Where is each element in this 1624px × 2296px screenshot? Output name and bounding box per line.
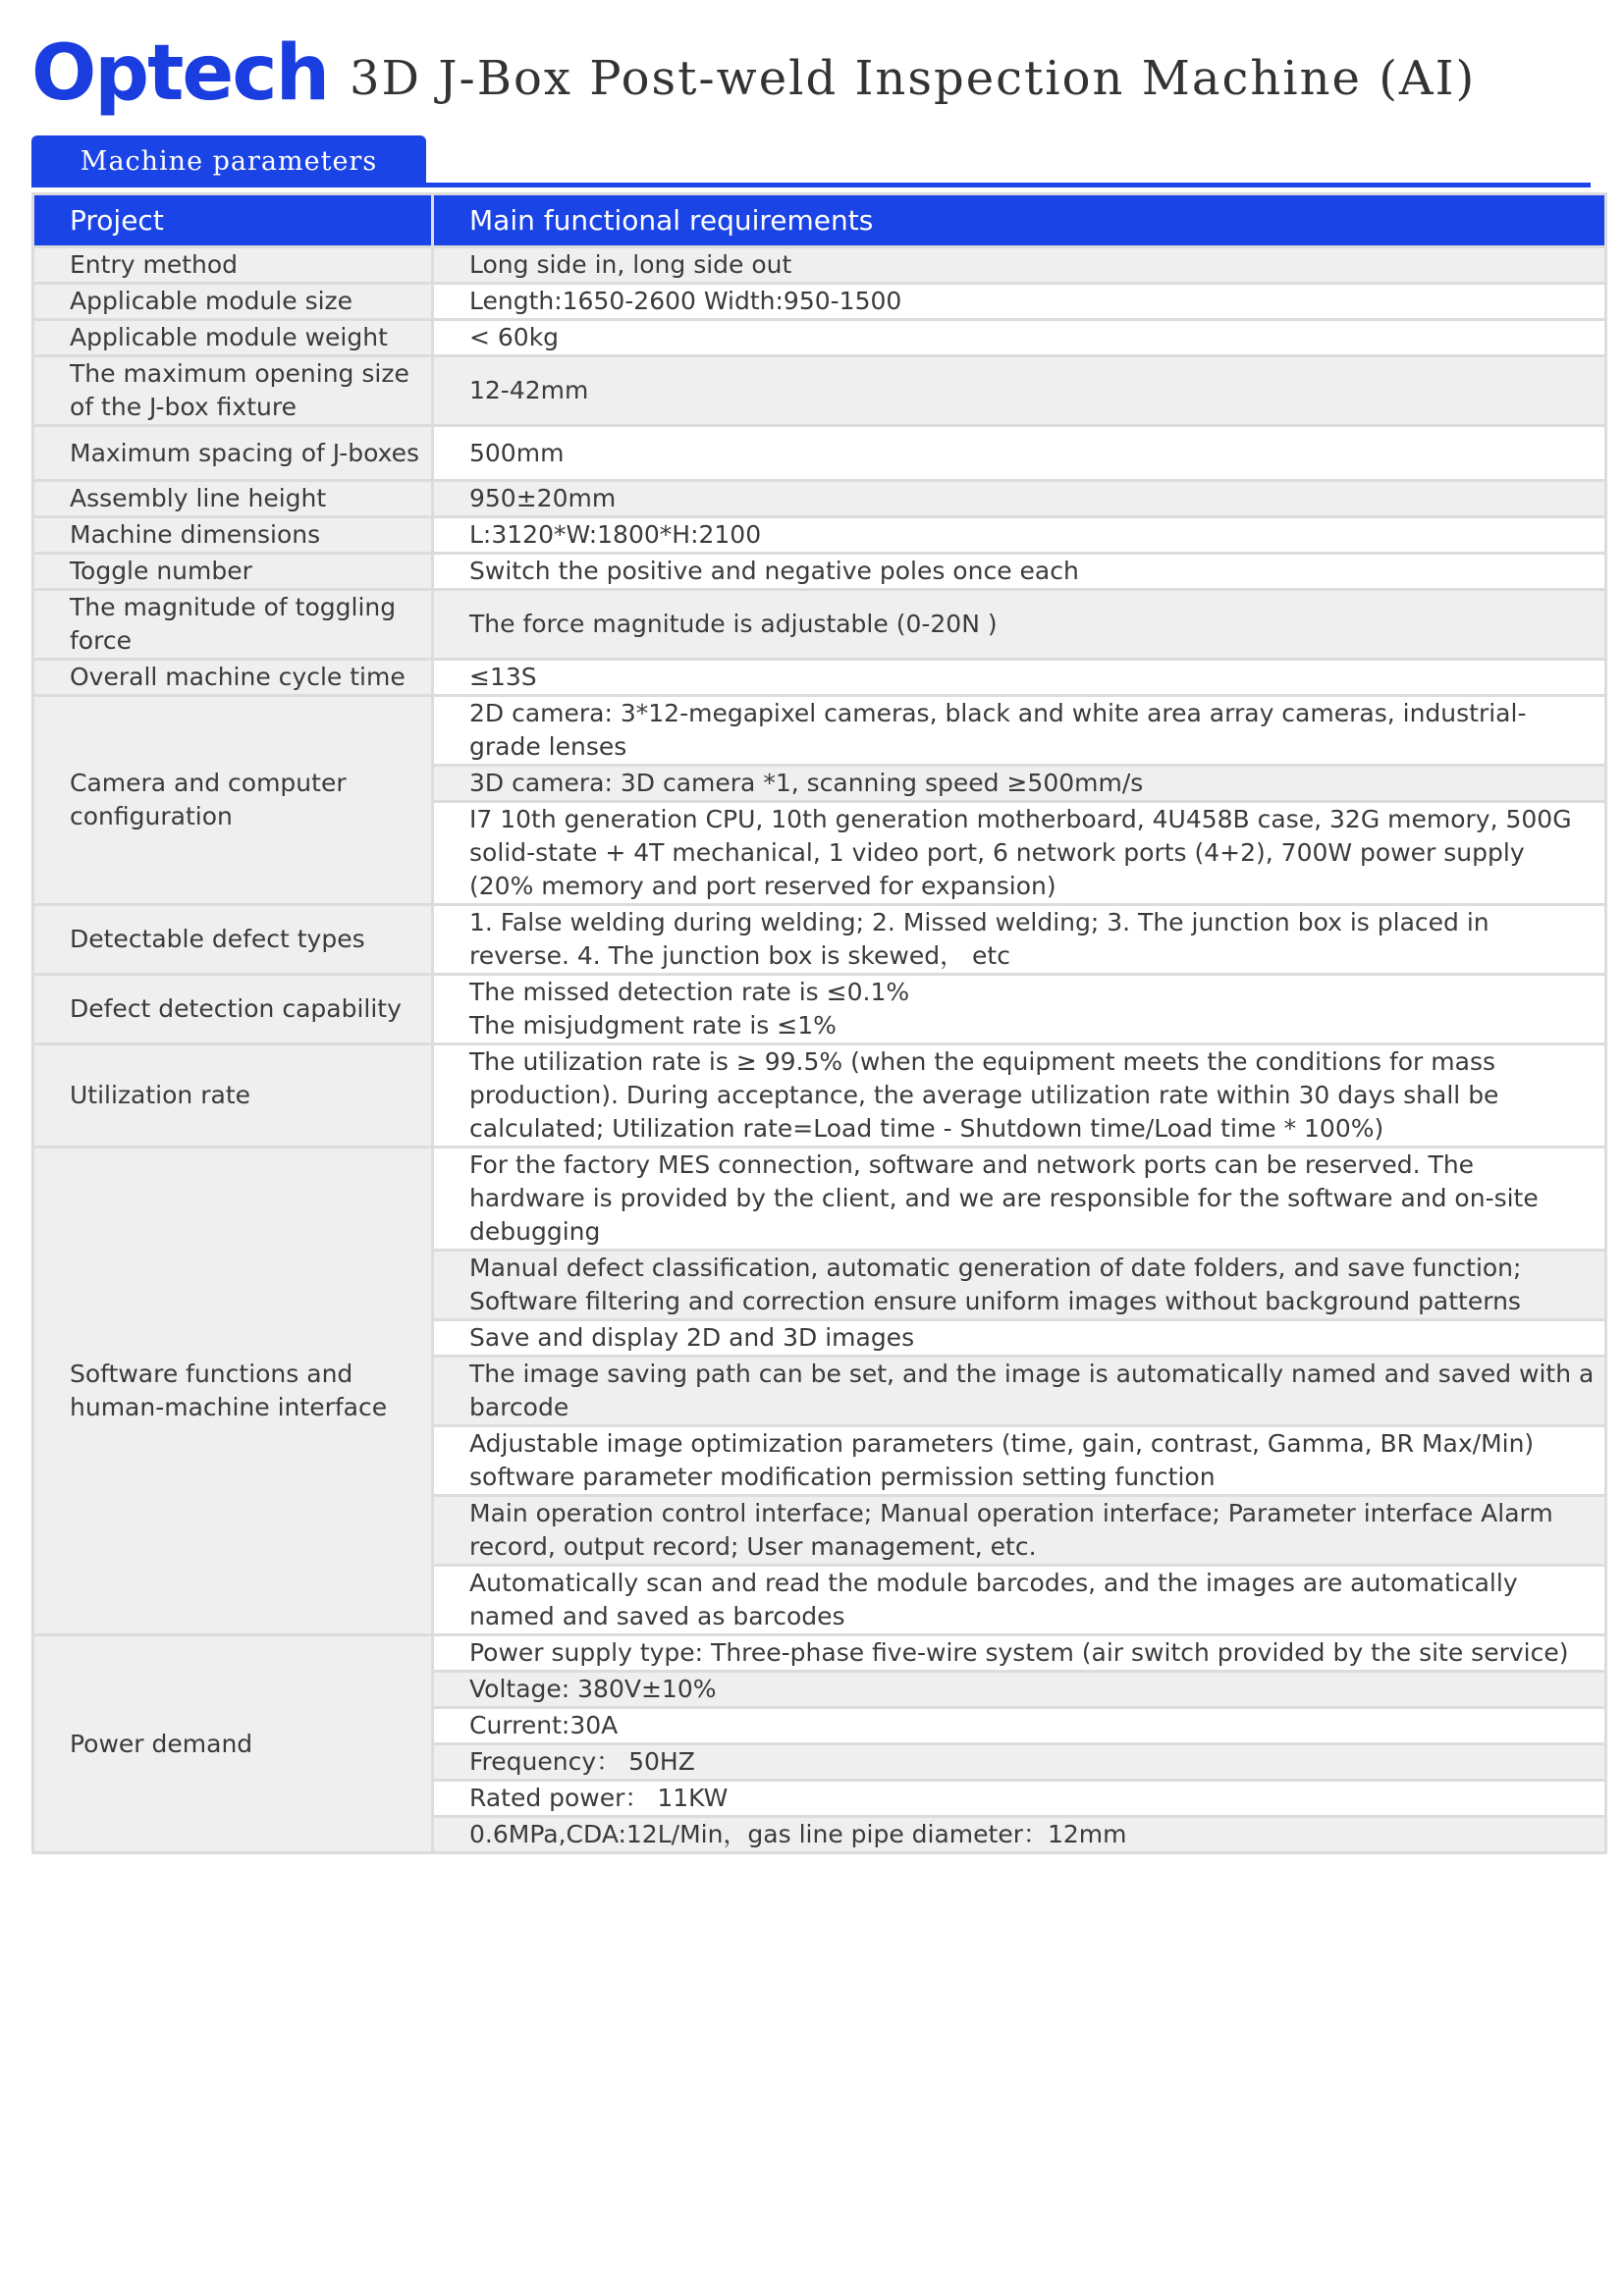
table-row (33, 696, 1606, 766)
row-value: Length:1650-2600 Width:950-1500 (433, 284, 1606, 320)
row-label: The magnitude of toggling force (33, 590, 433, 660)
table-row (33, 426, 1606, 481)
row-value: Main operation control interface; Manual operation interface; Parameter interface Alarm record, output record; User management, etc. (433, 1496, 1606, 1566)
row-value: The force magnitude is adjustable (0-20N ) (433, 590, 1606, 660)
row-label: Applicable module size (33, 284, 433, 320)
column-header-requirements: Main functional requirements (433, 194, 1606, 247)
row-value: 0.6MPa,CDA:12L/Min，gas line pipe diameter：12mm (433, 1817, 1606, 1853)
row-label: Assembly line height (33, 481, 433, 517)
row-value: Rated power： 11KW (433, 1781, 1606, 1817)
table-row (33, 660, 1606, 696)
table-row (33, 1148, 1606, 1251)
row-label: Applicable module weight (33, 320, 433, 356)
row-value: Voltage: 380V±10% (433, 1672, 1606, 1708)
table-row (33, 1635, 1606, 1672)
row-value: Adjustable image optimization parameters (time, gain, contrast, Gamma, BR Max/Min) software parameter modification permission setting function (433, 1426, 1606, 1496)
row-value: Automatically scan and read the module barcodes, and the images are automatically named and saved as barcodes (433, 1566, 1606, 1635)
row-label: Overall machine cycle time (33, 660, 433, 696)
row-value: The missed detection rate is ≤0.1% The misjudgment rate is ≤1% (433, 975, 1606, 1044)
row-value: 2D camera: 3*12-megapixel cameras, black and white area array cameras, industrial-grade lenses (433, 696, 1606, 766)
table-row (33, 356, 1606, 426)
table-row (33, 284, 1606, 320)
row-label: Utilization rate (33, 1044, 433, 1148)
table-row (33, 554, 1606, 590)
row-value: 500mm (433, 426, 1606, 481)
table-row (33, 905, 1606, 975)
row-value: Save and display 2D and 3D images (433, 1320, 1606, 1357)
table-row (33, 481, 1606, 517)
section-divider (31, 183, 1591, 187)
document-title: 3D J-Box Post-weld Inspection Machine (AI) (350, 51, 1477, 106)
row-label: Maximum spacing of J-boxes (33, 426, 433, 481)
table-row (33, 517, 1606, 554)
row-value: < 60kg (433, 320, 1606, 356)
row-value: The utilization rate is ≥ 99.5% (when the equipment meets the conditions for mass production). During acceptance, the average utilization rate within 30 days shall be calculated; Utilization rate=Load time - Shutdown time/Load time * 100%) (433, 1044, 1606, 1148)
section-tab-machine-parameters: Machine parameters (31, 135, 426, 187)
table-header-row (33, 194, 1606, 247)
row-value: For the factory MES connection, software and network ports can be reserved. The hardware is provided by the client, and we are responsible for the software and on-site debugging (433, 1148, 1606, 1251)
row-label: Toggle number (33, 554, 433, 590)
row-label: Power demand (33, 1635, 433, 1853)
brand-logo: Optech (31, 29, 329, 118)
page-header (31, 29, 1602, 128)
row-value: 12-42mm (433, 356, 1606, 426)
column-header-project: Project (33, 194, 433, 247)
table-row (33, 320, 1606, 356)
row-label: Camera and computer configuration (33, 696, 433, 905)
row-value: ≤13S (433, 660, 1606, 696)
parameters-table (31, 192, 1607, 1854)
table-row (33, 590, 1606, 660)
row-label: Software functions and human-machine interface (33, 1148, 433, 1635)
row-label: Detectable defect types (33, 905, 433, 975)
row-value: Current:30A (433, 1708, 1606, 1744)
table-row (33, 975, 1606, 1044)
row-label: The maximum opening size of the J-box fixture (33, 356, 433, 426)
table-row (33, 1044, 1606, 1148)
row-value: Manual defect classification, automatic generation of date folders, and save function; Software filtering and correction ensure uniform images without background patterns (433, 1251, 1606, 1320)
row-value: 1. False welding during welding; 2. Missed welding; 3. The junction box is placed in reverse. 4. The junction box is skewed， etc (433, 905, 1606, 975)
row-value: Switch the positive and negative poles once each (433, 554, 1606, 590)
row-label: Defect detection capability (33, 975, 433, 1044)
row-value: Power supply type: Three-phase five-wire system (air switch provided by the site service) (433, 1635, 1606, 1672)
row-value: 3D camera: 3D camera *1, scanning speed ≥500mm/s (433, 766, 1606, 802)
row-label: Entry method (33, 247, 433, 284)
row-value: I7 10th generation CPU, 10th generation motherboard, 4U458B case, 32G memory, 500G solid-state + 4T mechanical, 1 video port, 6 network ports (4+2), 700W power supply (20% memory and port reserved for expansion) (433, 802, 1606, 905)
row-value: 950±20mm (433, 481, 1606, 517)
table-row (33, 247, 1606, 284)
row-value: Long side in, long side out (433, 247, 1606, 284)
row-value: The image saving path can be set, and the image is automatically named and saved with a barcode (433, 1357, 1606, 1426)
table-body (33, 247, 1606, 1853)
row-label: Machine dimensions (33, 517, 433, 554)
row-value: Frequency： 50HZ (433, 1744, 1606, 1781)
row-value: L:3120*W:1800*H:2100 (433, 517, 1606, 554)
